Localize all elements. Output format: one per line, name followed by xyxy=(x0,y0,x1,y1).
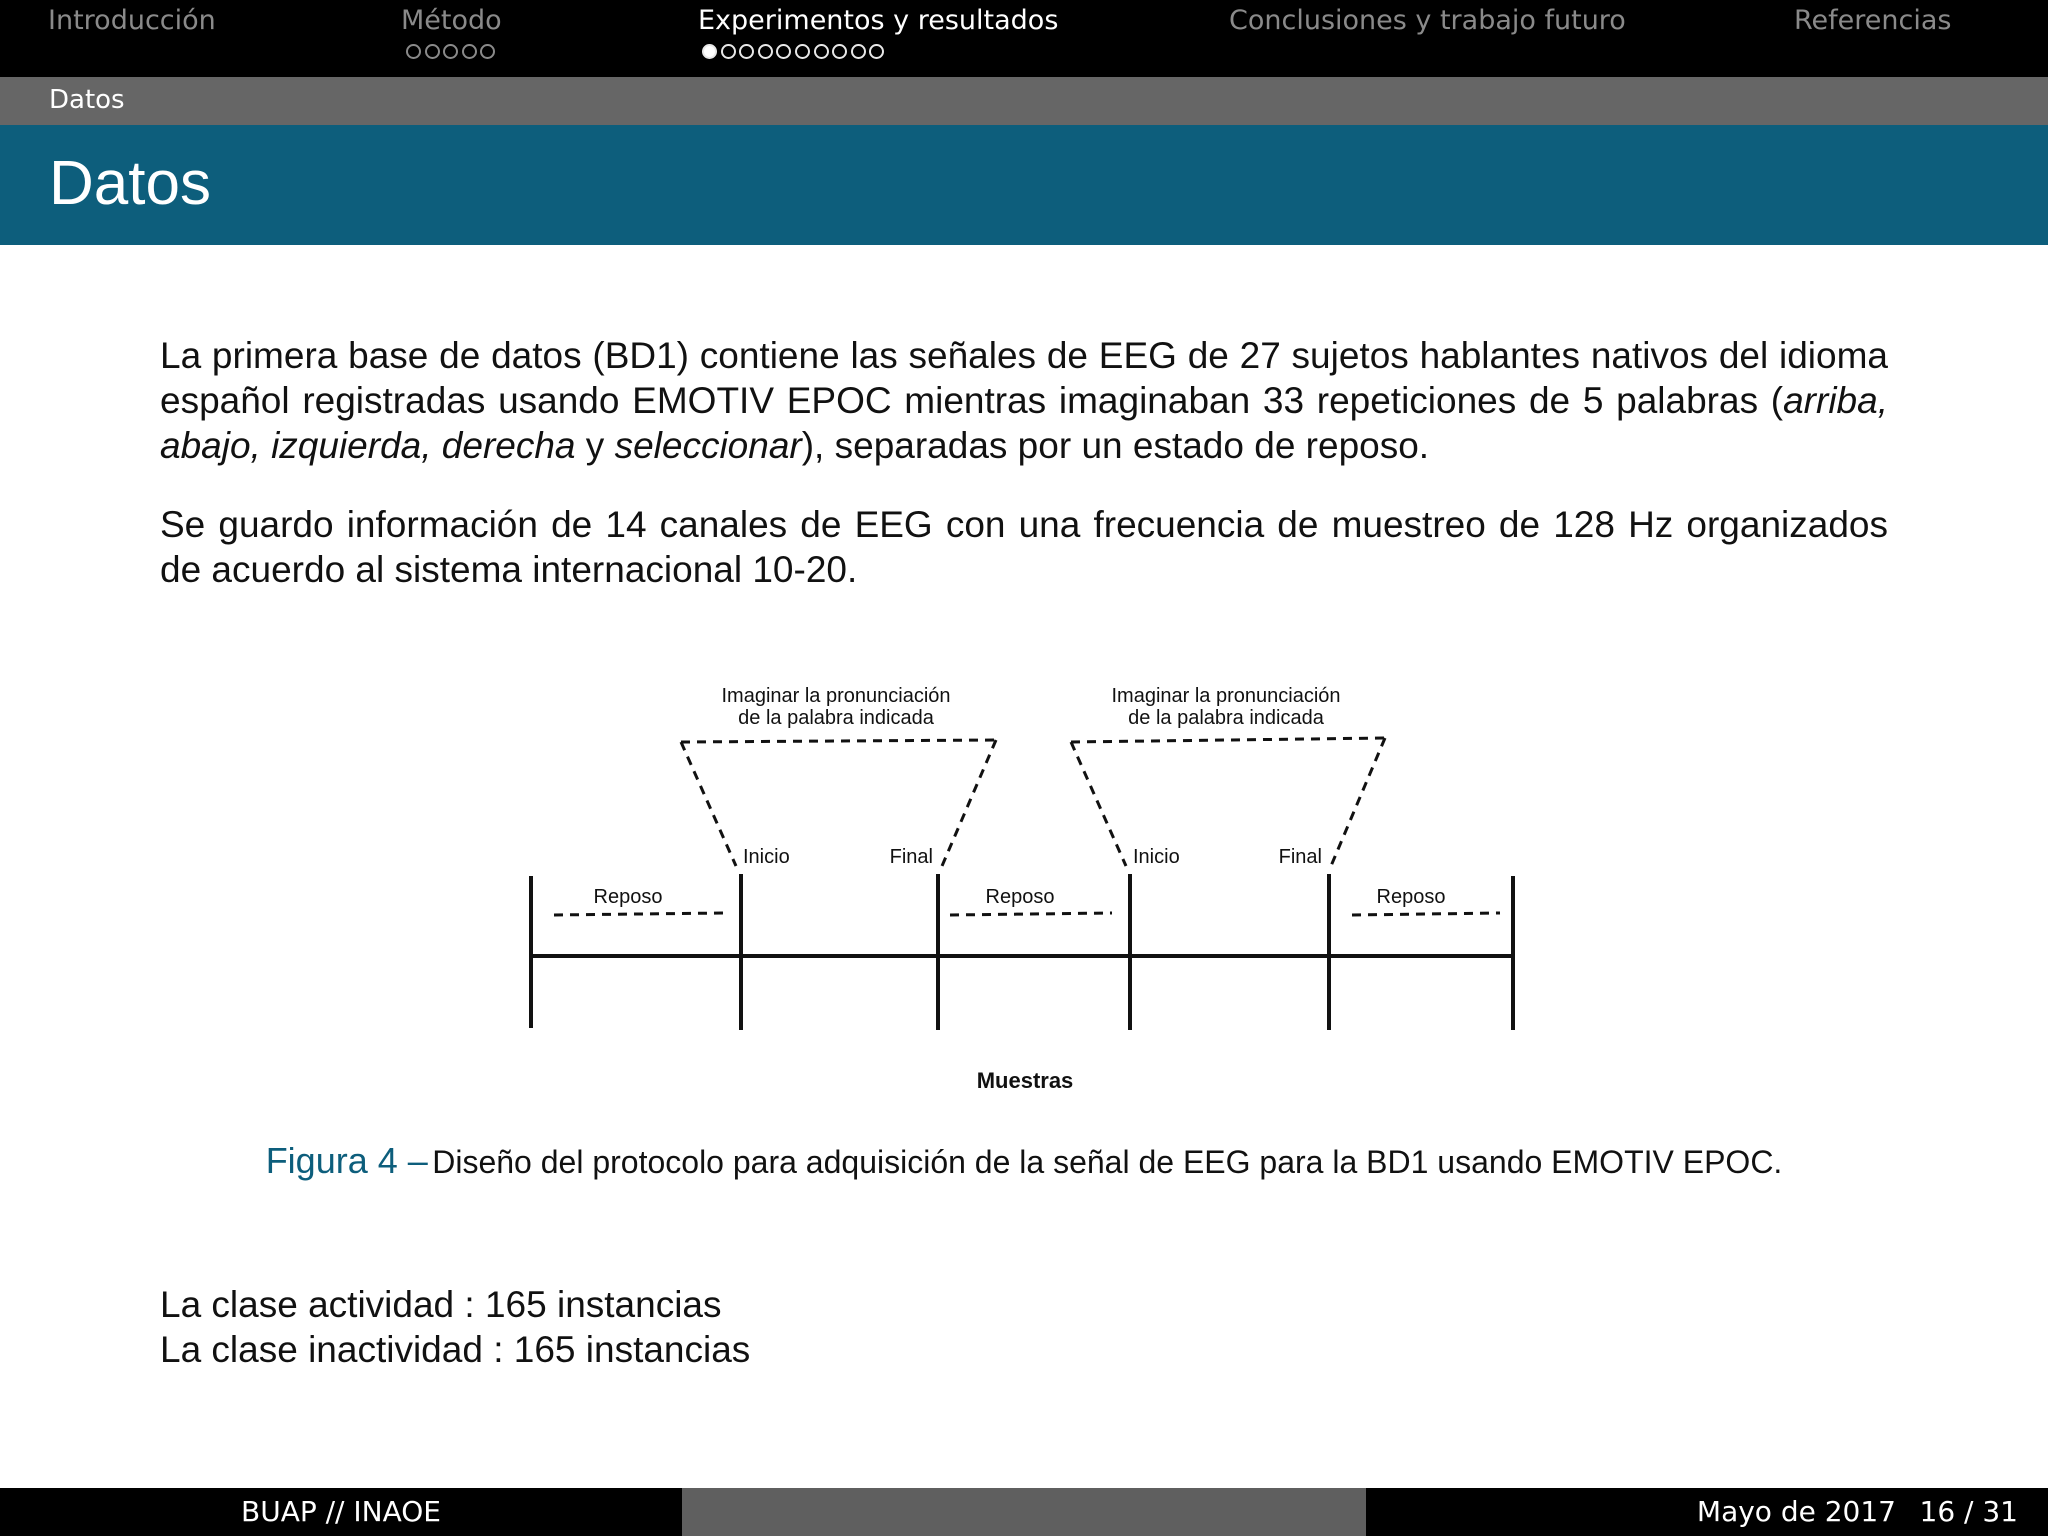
rest-underlines xyxy=(554,913,1500,915)
footer-middle xyxy=(682,1488,1366,1536)
footer-page-number: 16 / 31 xyxy=(1919,1495,2018,1528)
slide-dot[interactable] xyxy=(739,44,754,59)
nav-label: Método xyxy=(401,5,502,36)
nav-label: Introducción xyxy=(48,5,216,36)
nav-dots-metodo xyxy=(406,44,499,66)
rest-label-1: Reposo xyxy=(593,886,663,908)
caption-label: Figura 4 – xyxy=(265,1140,428,1181)
nav-section-metodo[interactable] xyxy=(401,4,502,38)
end-label-2: Final xyxy=(1278,846,1322,868)
slide-dot[interactable] xyxy=(776,44,791,59)
section-navigation xyxy=(0,0,2048,77)
paragraph-text: y xyxy=(575,425,615,466)
imagine-label-1-line1: Imaginar la pronunciación xyxy=(721,685,951,707)
slide-title: Datos xyxy=(49,149,211,218)
nav-label: Referencias xyxy=(1794,5,1952,36)
footer-right xyxy=(1366,1488,2048,1536)
slide-dot[interactable] xyxy=(443,44,458,59)
imagine-label-2-line2: de la palabra indicada xyxy=(1128,707,1324,729)
nav-dots-experimentos xyxy=(702,44,888,66)
paragraph-channels: Se guardo información de 14 canales de EEG con una frecuencia de muestreo de 128 Hz organizados de acuerdo al sistema internacional 10-20. xyxy=(160,504,1888,590)
stat-inactive-class: La clase inactividad : 165 instancias xyxy=(160,1329,751,1370)
nav-label: Experimentos y resultados xyxy=(698,5,1059,36)
rest-label-2: Reposo xyxy=(985,886,1055,908)
slide-dot[interactable] xyxy=(425,44,440,59)
imagine-label-1-line2: de la palabra indicada xyxy=(738,707,934,729)
imagination-bracket-2 xyxy=(1071,738,1385,866)
word-italic: seleccionar xyxy=(614,425,802,466)
slide-dot[interactable] xyxy=(869,44,884,59)
words-italic: arriba, abajo, izquierda, derecha xyxy=(160,380,1888,466)
footer-institution: BUAP // INAOE xyxy=(0,1488,682,1536)
nav-section-experimentos[interactable] xyxy=(698,4,1058,38)
stat-active-class: La clase actividad : 165 instancias xyxy=(160,1284,722,1325)
slide-dot[interactable] xyxy=(462,44,477,59)
slide-dot[interactable] xyxy=(851,44,866,59)
slide-dot[interactable] xyxy=(814,44,829,59)
subsection-bar xyxy=(0,77,2048,125)
nav-section-introduccion[interactable] xyxy=(48,4,216,38)
protocol-diagram xyxy=(500,670,1560,1100)
footer-date: Mayo de 2017 xyxy=(1696,1495,1896,1528)
slide-dot[interactable] xyxy=(832,44,847,59)
nav-section-referencias[interactable] xyxy=(1794,4,1951,38)
rest-label-3: Reposo xyxy=(1376,886,1446,908)
slide-dot[interactable] xyxy=(795,44,810,59)
slide-dot[interactable] xyxy=(406,44,421,59)
caption-text: Diseño del protocolo para adquisición de la señal de EEG para la BD1 usando EMOTIV EPOC. xyxy=(432,1144,1783,1180)
title-bar xyxy=(0,125,2048,245)
nav-section-conclusiones[interactable] xyxy=(1229,4,1626,38)
slide-dot[interactable] xyxy=(758,44,773,59)
footer xyxy=(0,1488,2048,1536)
paragraph-database xyxy=(160,333,1888,468)
paragraph-text: ), separadas por un estado de reposo. xyxy=(801,425,1430,466)
start-label-1: Inicio xyxy=(743,846,790,868)
imagination-bracket-1 xyxy=(681,740,996,866)
nav-label: Conclusiones y trabajo futuro xyxy=(1229,5,1626,36)
slide-dot[interactable] xyxy=(721,44,736,59)
end-label-1: Final xyxy=(889,846,933,868)
slide-dot[interactable] xyxy=(702,44,717,59)
start-label-2: Inicio xyxy=(1133,846,1180,868)
imagine-label-2-line1: Imaginar la pronunciación xyxy=(1111,685,1341,707)
subsection-label: Datos xyxy=(49,85,125,115)
slide-dot[interactable] xyxy=(480,44,495,59)
axis-label: Muestras xyxy=(976,1068,1074,1093)
figure-caption xyxy=(0,1140,2048,1182)
paragraph-text: La primera base de datos (BD1) contiene las señales de EEG de 27 sujetos hablantes nativos del idioma español registradas usando EMOTIV EPOC mientras imaginaban 33 repeticiones de 5 palabras ( xyxy=(160,335,1888,421)
